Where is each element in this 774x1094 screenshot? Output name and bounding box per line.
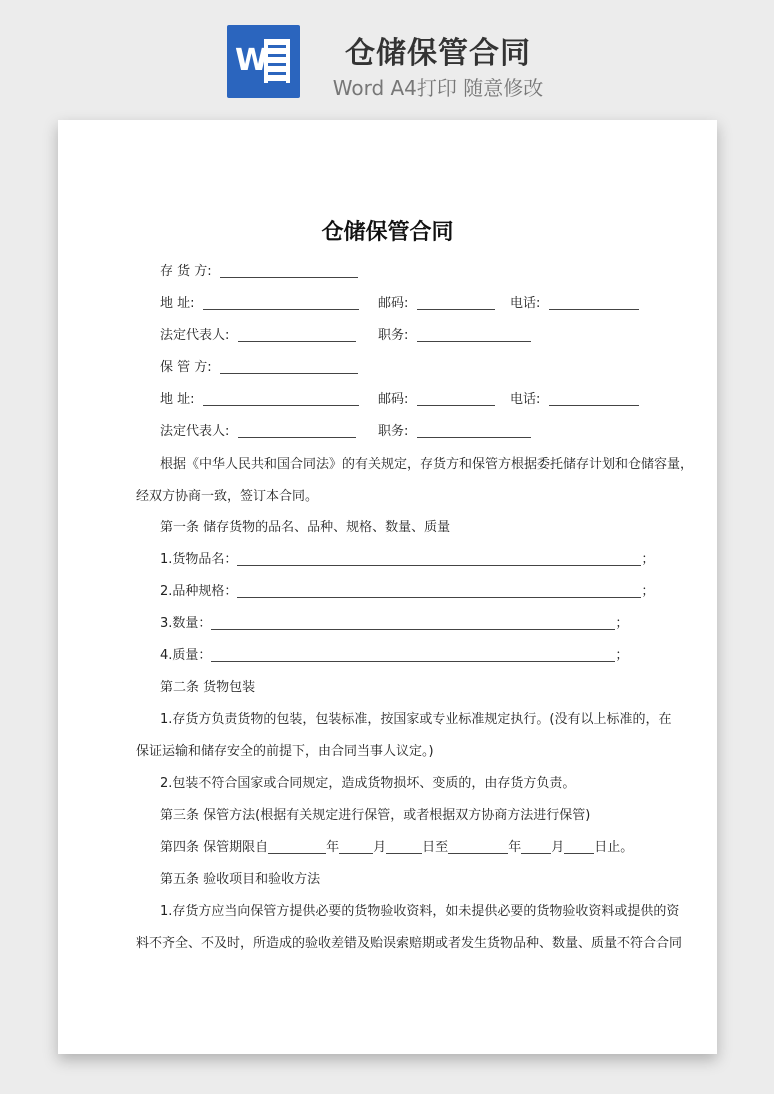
depositor-line <box>160 260 358 279</box>
depositor-phone-blank[interactable] <box>549 295 639 310</box>
depositor-name-blank[interactable] <box>220 263 358 278</box>
article-4-line <box>160 836 633 855</box>
intro-line-2: 经双方协商一致，签订本合同。 <box>136 489 319 504</box>
start-month-label: 月 <box>373 840 387 855</box>
intro-line-1: 根据《中华人民共和国合同法》的有关规定，存货方和保管方根据委托储存计划和仓储容量， <box>160 457 694 472</box>
item-4-blank[interactable] <box>211 647 615 662</box>
item-1-label: 1.货物品名： <box>160 552 238 567</box>
start-month-blank[interactable] <box>339 839 373 854</box>
custodian-position-blank[interactable] <box>417 423 531 438</box>
word-icon-letter: W <box>235 43 269 78</box>
custodian-label: 保 管 方: <box>160 360 212 375</box>
item-4-label: 4.质量： <box>160 648 212 663</box>
depositor-rep-line <box>160 324 680 343</box>
item-2-blank[interactable] <box>237 583 641 598</box>
article-1-title: 第一条 储存货物的品名、品种、规格、数量、质量 <box>160 520 451 535</box>
article-4-prefix: 第四条 保管期限自 <box>160 840 269 855</box>
item-3-blank[interactable] <box>211 615 615 630</box>
custodian-address-label: 地 址: <box>160 392 195 407</box>
article-5-title: 第五条 验收项目和验收方法 <box>160 872 321 887</box>
end-year-blank[interactable] <box>448 839 508 854</box>
article-4-end: 日止。 <box>594 840 634 855</box>
header-title: 仓储保管合同 <box>345 36 531 71</box>
custodian-line <box>160 356 358 375</box>
start-year-blank[interactable] <box>268 839 326 854</box>
custodian-phone-blank[interactable] <box>549 391 639 406</box>
item-4-line <box>160 644 628 663</box>
custodian-rep-line <box>160 420 680 439</box>
depositor-label: 存 货 方: <box>160 264 212 279</box>
header-subtitle: Word A4打印 随意修改 <box>332 76 544 100</box>
day-to-label: 日至 <box>422 840 449 855</box>
start-year-label: 年 <box>326 840 340 855</box>
custodian-address-line <box>160 388 680 407</box>
article-2-para-2: 2.包装不符合国家或合同规定，造成货物损坏、变质的，由存货方负责。 <box>160 776 576 791</box>
article-2-para-1-line-1: 1.存货方负责货物的包装，包装标准，按国家或专业标准规定执行。(没有以上标准的，在 <box>160 712 672 727</box>
depositor-rep-label: 法定代表人: <box>160 328 230 343</box>
start-day-blank[interactable] <box>386 839 422 854</box>
article-5-para-1-line-2: 料不齐全、不及时，所造成的验收差错及贻误索赔期或者发生货物品种、数量、质量不符合合同 <box>136 936 683 951</box>
item-2-semicolon: ； <box>641 584 655 599</box>
depositor-address-label: 地 址: <box>160 296 195 311</box>
depositor-position-blank[interactable] <box>417 327 531 342</box>
item-2-label: 2.品种规格： <box>160 584 238 599</box>
article-5-para-1-line-1: 1.存货方应当向保管方提供必要的货物验收资料，如未提供必要的货物验收资料或提供的资 <box>160 904 680 919</box>
item-3-label: 3.数量： <box>160 616 212 631</box>
document-page <box>58 120 717 1054</box>
word-document-icon <box>227 25 300 98</box>
end-month-label: 月 <box>551 840 565 855</box>
item-1-blank[interactable] <box>237 551 641 566</box>
page-header <box>0 0 774 110</box>
end-month-blank[interactable] <box>521 839 551 854</box>
item-1-semicolon: ； <box>641 552 655 567</box>
item-4-semicolon: ； <box>615 648 629 663</box>
custodian-postcode-label: 邮码: <box>378 392 409 407</box>
depositor-address-line <box>160 292 680 311</box>
end-day-blank[interactable] <box>564 839 594 854</box>
item-2-line <box>160 580 654 599</box>
custodian-position-label: 职务: <box>378 424 409 439</box>
item-3-semicolon: ； <box>615 616 629 631</box>
depositor-postcode-blank[interactable] <box>417 295 495 310</box>
end-year-label: 年 <box>508 840 522 855</box>
article-3: 第三条 保管方法(根据有关规定进行保管，或者根据双方协商方法进行保管) <box>160 808 591 823</box>
custodian-rep-blank[interactable] <box>238 423 356 438</box>
item-1-line <box>160 548 654 567</box>
depositor-address-blank[interactable] <box>203 295 359 310</box>
document-title: 仓储保管合同 <box>321 220 454 245</box>
depositor-phone-label: 电话: <box>510 296 541 311</box>
custodian-phone-label: 电话: <box>510 392 541 407</box>
custodian-rep-label: 法定代表人: <box>160 424 230 439</box>
item-3-line <box>160 612 628 631</box>
custodian-name-blank[interactable] <box>220 359 358 374</box>
custodian-postcode-blank[interactable] <box>417 391 495 406</box>
custodian-address-blank[interactable] <box>203 391 359 406</box>
depositor-rep-blank[interactable] <box>238 327 356 342</box>
article-2-title: 第二条 货物包装 <box>160 680 256 695</box>
depositor-position-label: 职务: <box>378 328 409 343</box>
depositor-postcode-label: 邮码: <box>378 296 409 311</box>
article-2-para-1-line-2: 保证运输和储存安全的前提下，由合同当事人议定。) <box>136 744 434 759</box>
